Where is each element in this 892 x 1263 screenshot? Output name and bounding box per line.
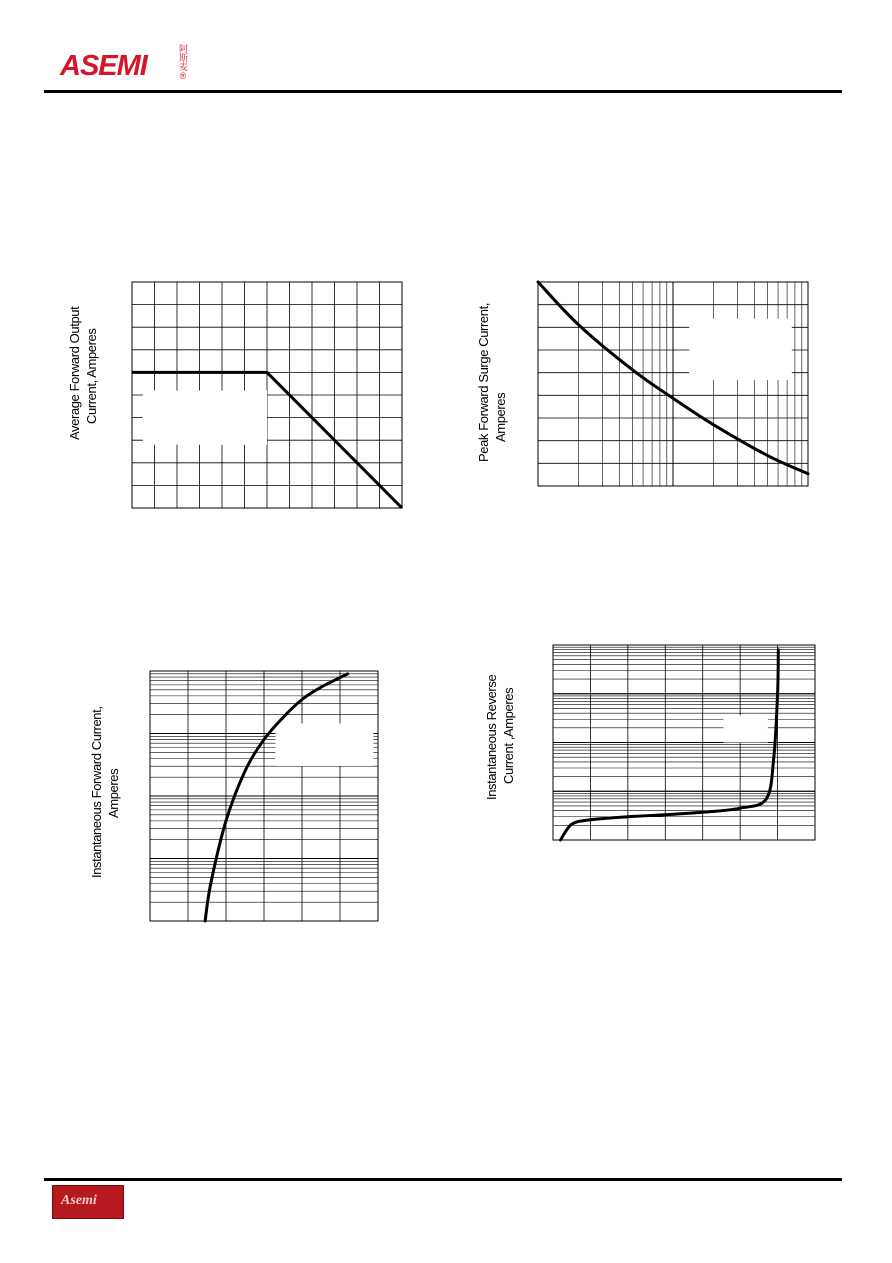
annotation-box: [275, 724, 373, 767]
chart1-ylabel: [66, 307, 100, 440]
chart4-ylabel-line1: Instantaneous Reverse: [484, 674, 499, 800]
chart2-ylabel: [475, 303, 509, 462]
chart1-ylabel-line1: Average Forward Output: [67, 306, 82, 440]
chart-peak-surge-current: [538, 282, 808, 486]
annotation-box: [689, 319, 792, 380]
chart-average-forward-current: [132, 282, 402, 508]
annotation-box: [723, 715, 768, 742]
footer-logo: [52, 1185, 124, 1219]
chart-instantaneous-reverse-current: [553, 645, 815, 840]
series-line: [205, 674, 348, 921]
chart4-ylabel: [483, 675, 517, 800]
brand-logo-chinese: 阿斯麦®: [178, 44, 188, 81]
footer-logo-text: Asemi: [61, 1193, 97, 1208]
chart3-ylabel: [88, 706, 122, 878]
annotation-box: [143, 390, 267, 444]
header-rule: [44, 90, 842, 93]
chart1-ylabel-line2: Current, Amperes: [84, 328, 99, 424]
chart4-ylabel-line2: Current ,Amperes: [501, 687, 516, 784]
chart2-ylabel-line1: Peak Forward Surge Current,: [476, 303, 491, 462]
footer-rule: [44, 1178, 842, 1181]
chart-instantaneous-forward-current: [150, 671, 378, 921]
chart3-ylabel-line2: Amperes: [106, 768, 121, 818]
chart2-ylabel-line2: Amperes: [493, 392, 508, 442]
brand-logo: ASEMI: [60, 50, 147, 82]
chart3-ylabel-line1: Instantaneous Forward Current,: [89, 706, 104, 878]
